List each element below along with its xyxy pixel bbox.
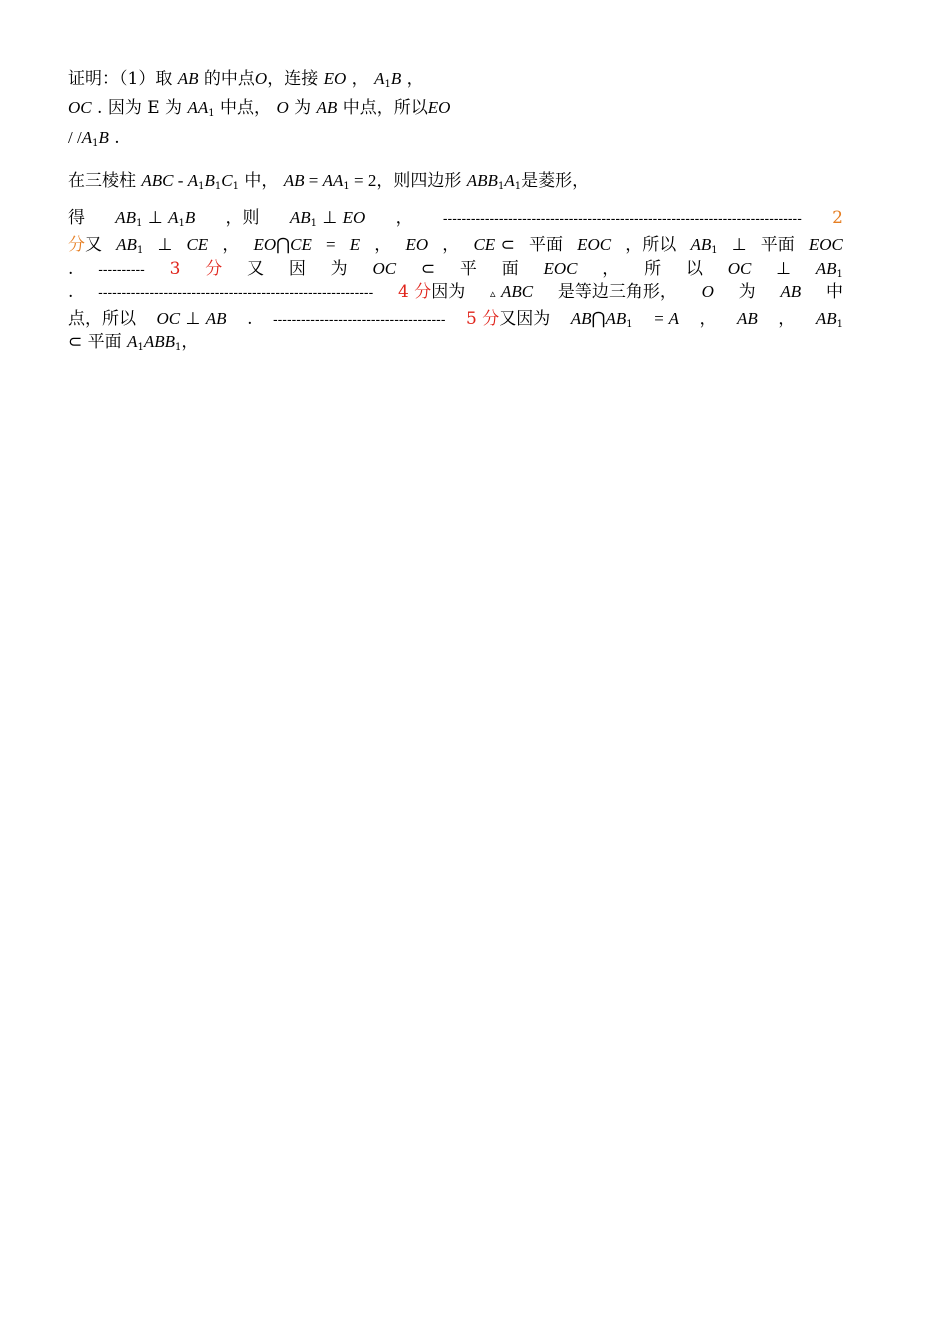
perpendicular-symbol: ⊥ [157,235,173,255]
text-comma: ， [401,69,424,89]
math-ab: AB [316,98,338,117]
math-ce: CE [290,235,312,254]
proof-line-3 [68,127,843,149]
proof-line-8 [68,281,843,305]
score-dashes: ----------------------------------------------------------------------------- [442,210,802,226]
text-you: 又 [85,235,102,255]
subscript: 1 [626,319,633,330]
perpendicular-symbol: ⊥ [147,208,163,228]
math-b: B [184,208,196,227]
text-ze: ，则 [225,208,260,228]
math-o: O [254,69,268,88]
perpendicular-symbol: ⊥ [776,259,791,279]
math-a: A [187,171,199,190]
text-prism-intro: 在三棱柱 [68,171,142,191]
math-ab: AB [205,309,227,328]
score-fen: 分 [205,259,223,279]
subscript: 1 [137,342,144,353]
math-aa: AA [322,171,344,190]
math-oc: OC [156,309,181,328]
proof-line-1 [68,68,843,90]
text-equilateral: 是等边三角形， [557,282,677,302]
math-abc: ABC [500,282,534,301]
text-period: . [108,128,120,148]
text-wei: 为 [288,98,317,118]
text-rhombus: 是菱形， [521,171,590,191]
subset-symbol: ⊂ [500,235,515,255]
subscript: 1 [310,218,317,229]
math-ab: AB [737,309,758,328]
subscript: 1 [174,342,182,353]
math-abc: ABC [141,171,174,190]
math-a: A [127,332,138,351]
text-comma: ， [181,332,199,352]
text-mian: 面 [501,259,519,279]
text-comma: ， [602,259,620,279]
math-equals-a: = A [653,309,679,328]
text-wei: 为 [738,282,756,302]
math-oc: OC [68,98,92,117]
proof-line-7 [68,258,843,280]
proof-line-2 [68,97,843,119]
math-b: B [98,128,109,147]
proof-line-6 [68,234,843,256]
text-period: . [247,309,253,329]
math-oc: OC [372,259,397,278]
math-ce: CE [473,235,496,254]
text-wei: 为 [330,259,348,279]
text-comma: ， [222,235,240,255]
intersection-symbol: ⋂ [591,309,606,329]
text-then-quad: ，则四边形 [376,171,467,191]
proof-line-9 [68,308,843,330]
text-midpoint: 中点， [214,98,277,118]
text-midpoint: 的中点 [198,69,255,89]
text-plane: 平面 [760,235,795,255]
subscript: 1 [198,181,205,192]
subscript: 1 [136,218,143,229]
math-a: A [504,171,515,190]
text-because: 又因为 [499,309,551,329]
math-abb: ABB [466,171,498,190]
text-comma: ， [778,309,796,329]
subscript: 1 [836,269,843,280]
math-eo: EO [427,98,451,117]
score-dashes: ----------------------------------------------------------- [98,284,374,300]
subscript: 1 [836,319,843,330]
text-yin: 因 [288,259,306,279]
text-comma: ， [395,208,413,228]
proof-intro: 证明：（1）取 [68,69,178,89]
math-eoc: EOC [577,235,612,254]
subscript: 1 [343,181,350,192]
subscript: 1 [214,181,222,192]
text-period: . [68,259,74,279]
math-eo: EO [253,235,277,254]
math-equals-2: = 2 [349,171,377,190]
math-ab: AB [605,309,627,328]
math-a: A [168,208,179,227]
math-o: O [701,282,714,301]
math-b: B [204,171,215,190]
score-3: 3 [169,259,181,279]
math-a: A [81,128,93,147]
proof-line-5 [68,207,843,229]
text-comma: ， [346,69,375,89]
text-so: ，所以 [625,235,677,255]
subscript: 1 [514,181,522,192]
math-ab: AB [177,69,199,88]
text-period: . [68,282,74,302]
math-ab: AB [289,208,311,227]
subscript: 1 [497,181,505,192]
parallel-symbol: / / [68,128,82,147]
math-ab: AB [115,208,137,227]
perpendicular-symbol: ⊥ [731,235,747,255]
math-equals: = [304,171,323,190]
math-aa: AA [187,98,209,117]
proof-line-4 [68,170,843,192]
text-connect: ，连接 [267,69,324,89]
math-oc: OC [727,259,752,278]
score-dashes: ---------- [98,261,145,277]
math-ce: CE [186,235,209,254]
score-fen: 分 [68,235,85,255]
math-o: O [276,98,289,117]
score-4: 4 分 [398,282,432,302]
math-a: A [374,69,385,88]
math-ab: AB [116,235,137,254]
text-zhong: 中 [825,282,843,302]
math-ab: AB [815,309,837,328]
proof-line-10 [68,331,843,353]
subscript: 1 [208,108,215,119]
text-comma: ， [374,235,392,255]
math-ab: AB [780,282,802,301]
math-eo: EO [405,235,429,254]
text-yi: 以 [685,259,703,279]
math-abb: ABB [143,332,175,351]
math-ab: AB [283,171,305,190]
perpendicular-symbol: ⊥ [185,309,201,329]
text-comma: ， [442,235,460,255]
text-you: 又 [247,259,265,279]
math-ab: AB [570,309,592,328]
text-because: 因为 [431,282,466,302]
math-ab: AB [815,259,837,278]
subset-symbol: ⊂ [420,259,436,279]
math-eo: EO [323,69,347,88]
math-eo: EO [342,208,366,227]
math-b: B [390,69,402,88]
math-e: E [349,235,361,254]
text-plane: 平面 [87,332,122,352]
text-ping: 平 [459,259,477,279]
math-eoc: EOC [808,235,843,254]
subscript: 1 [136,245,144,256]
perpendicular-symbol: ⊥ [322,208,338,228]
text-because: . 因为 E 为 [91,98,188,118]
math-ab: AB [690,235,712,254]
text-de: 得 [68,208,85,228]
text-suo: 所 [644,259,662,279]
intersection-symbol: ⋂ [276,235,291,255]
text-dian-so: 点，所以 [68,309,136,329]
math-c: C [221,171,233,190]
math-eoc: EOC [543,259,578,278]
subscript: 1 [384,79,391,90]
score-2: 2 [832,208,843,228]
subscript: 1 [92,138,99,149]
text-in: 中， [238,171,284,191]
text-plane: 平面 [528,235,563,255]
text-comma: ， [699,309,717,329]
text-midpoint-so: 中点，所以 [337,98,428,118]
subscript: 1 [178,218,185,229]
math-dash: - [173,171,188,190]
score-5: 5 分 [466,309,500,329]
math-equals: = [326,235,336,254]
subset-symbol: ⊂ [68,332,83,352]
triangle-icon: ▵ [490,287,496,300]
subscript: 1 [232,181,239,192]
subscript: 1 [711,245,718,256]
score-dashes: ------------------------------------- [272,311,446,327]
